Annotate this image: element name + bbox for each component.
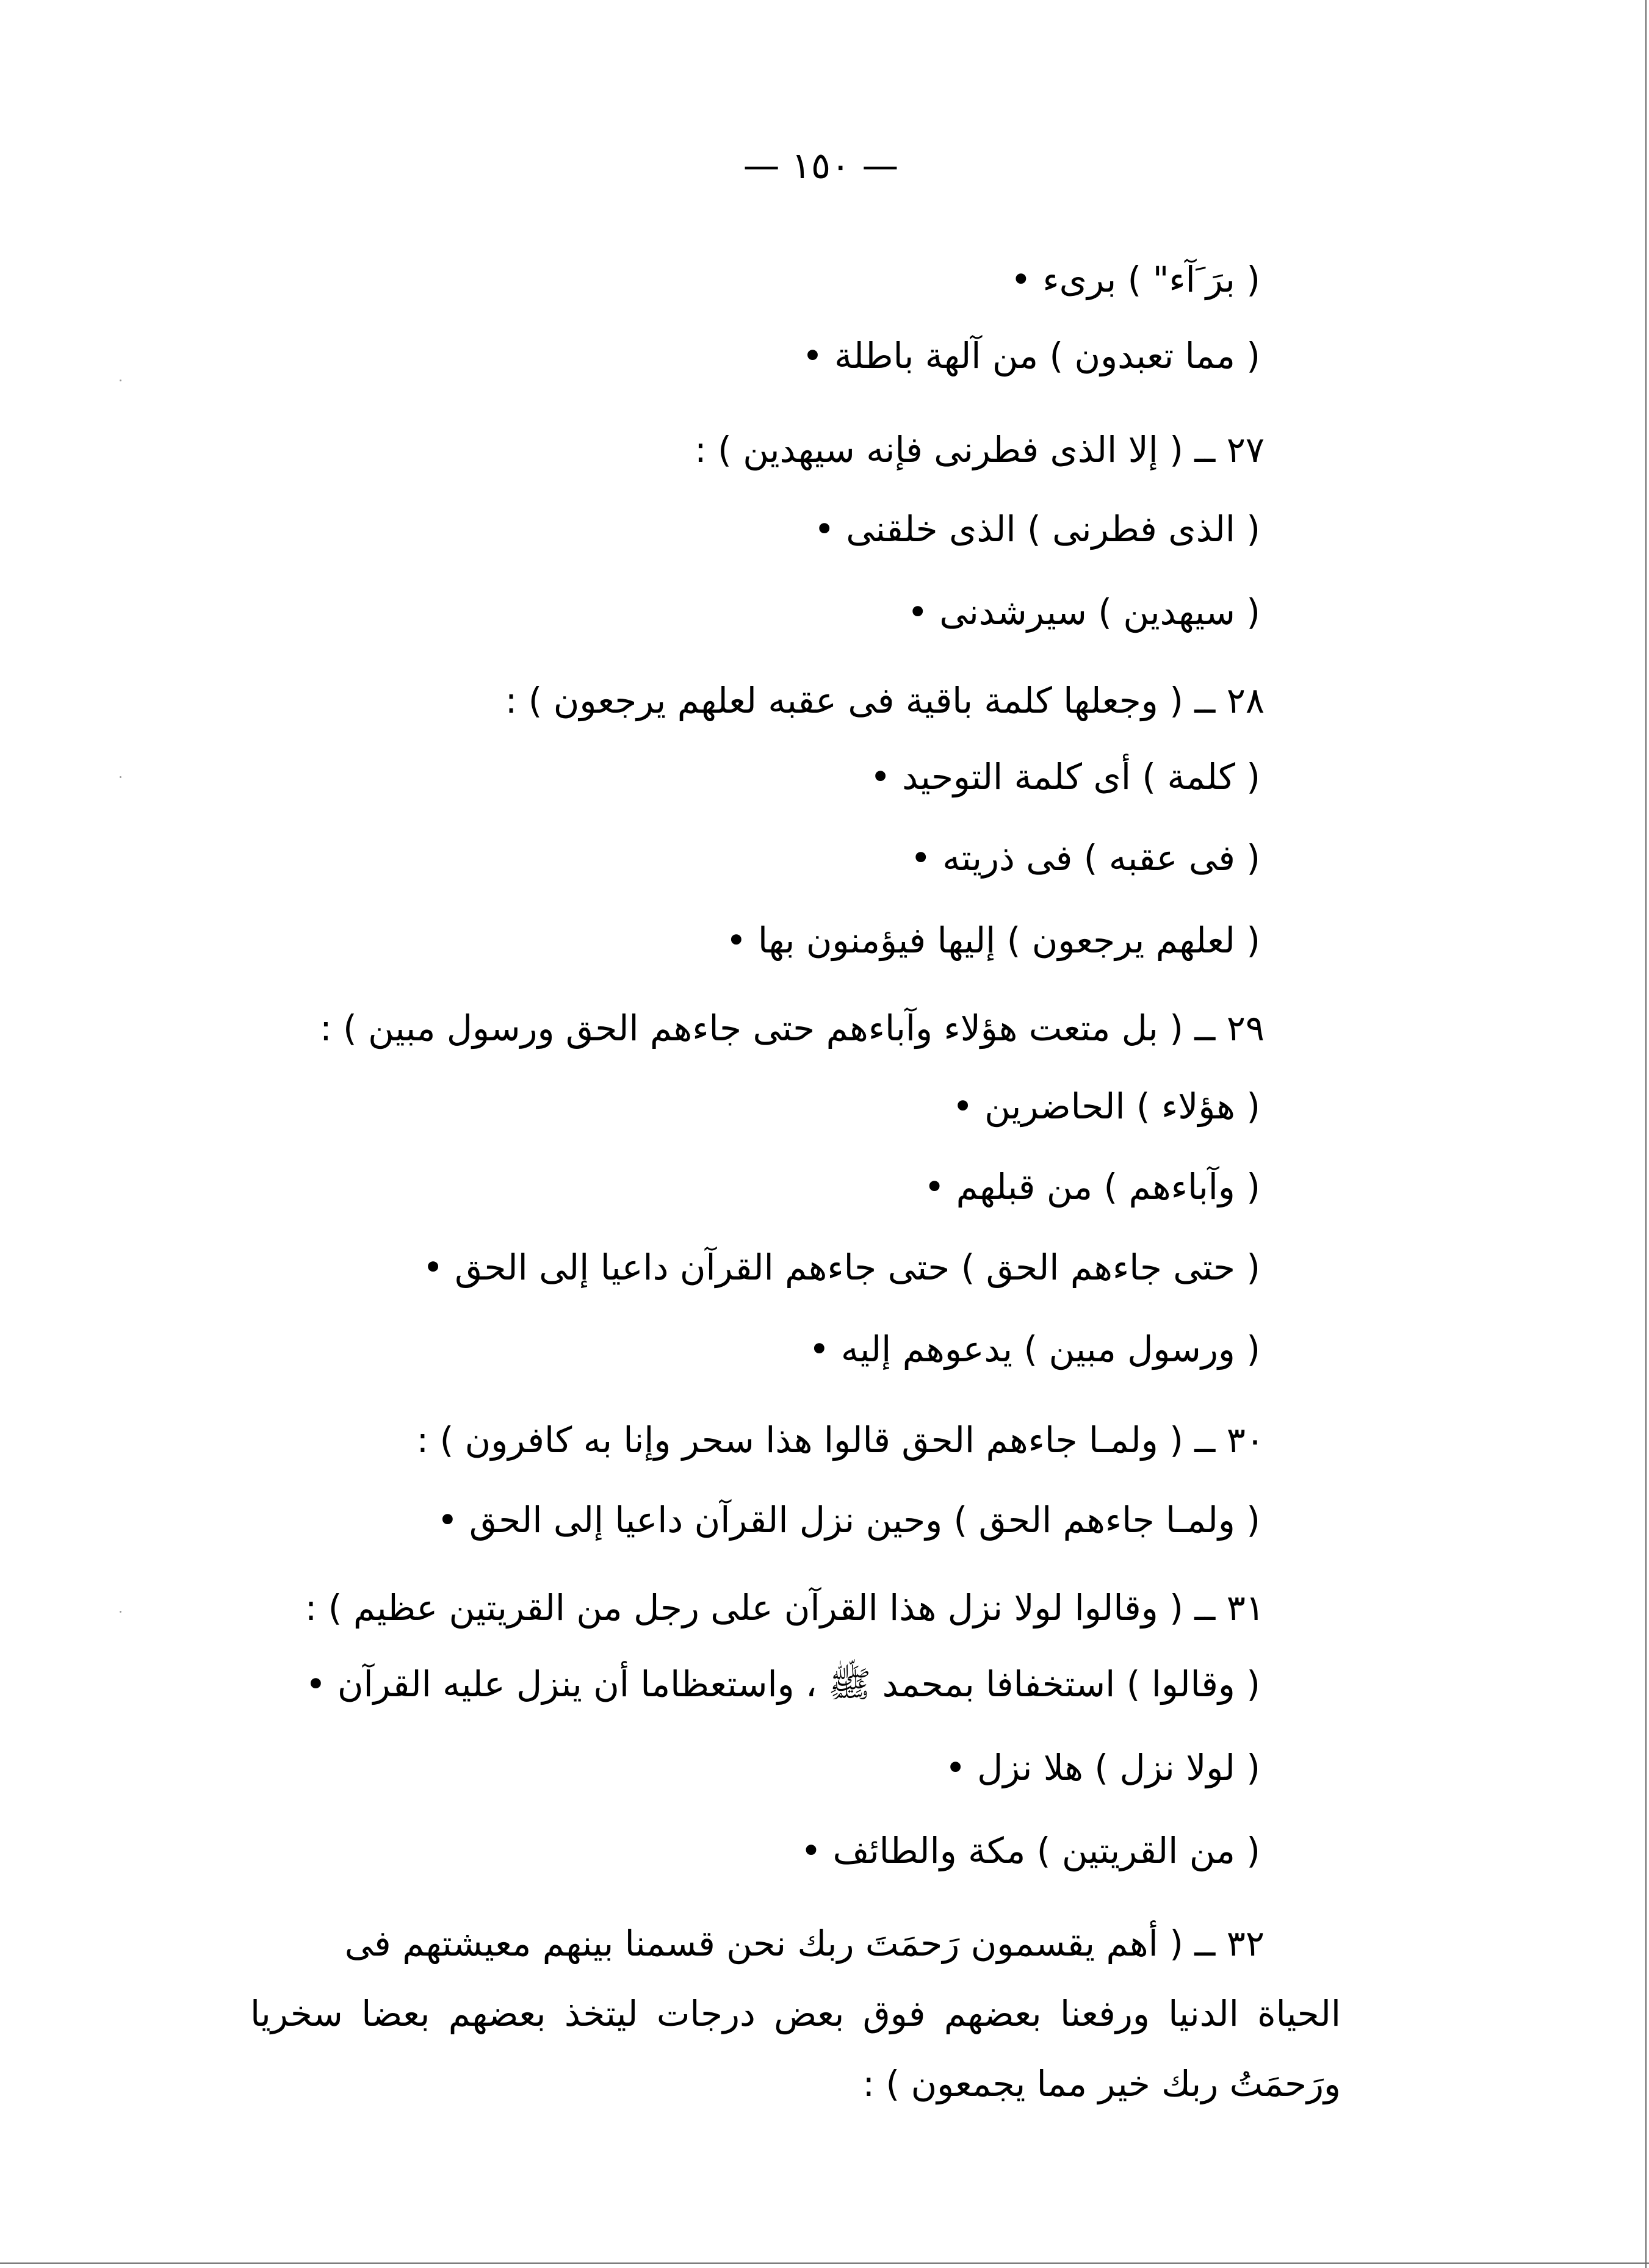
verse-heading: ٢٩ ــ ( بل متعت هؤلاء وآباءهم حتى جاءهم الحق ورسول مبين ) : <box>320 1007 1265 1049</box>
scan-speck <box>120 380 121 381</box>
verse-heading: ٢٨ ــ ( وجعلها كلمة باقية فى عقبه لعلهم يرجعون ) : <box>505 680 1265 721</box>
gloss-line: ( هؤلاء ) الحاضرين • <box>952 1085 1260 1127</box>
gloss-line: ( ولمـا جاءهم الحق ) وحين نزل القرآن داعيا إلى الحق • <box>437 1499 1260 1541</box>
verse-heading: ٣٠ ــ ( ولمـا جاءهم الحق قالوا هذا سحر وإنا به كافرون ) : <box>416 1419 1265 1461</box>
gloss-line: ( من القريتين ) مكة والطائف • <box>800 1830 1260 1871</box>
page-edge-bottom <box>0 2263 1649 2264</box>
scan-speck <box>120 776 121 778</box>
gloss-line: ( الذى فطرنى ) الذى خلقنى • <box>814 508 1260 550</box>
verse-heading: ٢٧ ــ ( إلا الذى فطرنى فإنه سيهدين ) : <box>695 429 1265 470</box>
gloss-line: ( مما تعبدون ) من آلهة باطلة • <box>802 335 1260 376</box>
scan-speck <box>120 1611 121 1613</box>
gloss-line: ( حتى جاءهم الحق ) حتى جاءهم القرآن داعيا إلى الحق • <box>422 1247 1260 1288</box>
gloss-line: ( ورسول مبين ) يدعوهم إليه • <box>809 1328 1260 1370</box>
verse-heading: ٣٢ ــ ( أهم يقسمون رَحمَتَ ربك نحن قسمنا بينهم معيشتهم فى <box>344 1923 1265 1964</box>
gloss-line: ( وقالوا ) استخفافا بمحمد ﷺ ، واستعظاما أن ينزل عليه القرآن • <box>305 1663 1260 1705</box>
page-edge-right <box>1645 0 1647 2268</box>
verse-continuation: الحياة الدنيا ورفعنا بعضهم فوق بعض درجات ليتخذ بعضهم بعضا سخريا <box>250 1993 1341 2034</box>
gloss-line: ( سيهدين ) سيرشدنى • <box>907 591 1260 633</box>
verse-heading: ٣١ ــ ( وقالوا لولا نزل هذا القرآن على رجل من القريتين عظيم ) : <box>305 1587 1265 1629</box>
gloss-line: ( برَ َآء" ) برىء • <box>1010 259 1260 300</box>
gloss-line: ( كلمة ) أى كلمة التوحيد • <box>870 756 1260 797</box>
gloss-line: ( وآباءهم ) من قبلهم • <box>923 1166 1260 1208</box>
gloss-line: ( فى عقبه ) فى ذريته • <box>910 837 1260 879</box>
gloss-line: ( لولا نزل ) هلا نزل • <box>945 1747 1260 1788</box>
page-number: — ١٥٠ — <box>743 145 899 187</box>
verse-continuation: ورَحمَتُ ربك خير مما يجمعون ) : <box>862 2063 1341 2104</box>
gloss-line: ( لعلهم يرجعون ) إليها فيؤمنون بها • <box>726 920 1260 961</box>
